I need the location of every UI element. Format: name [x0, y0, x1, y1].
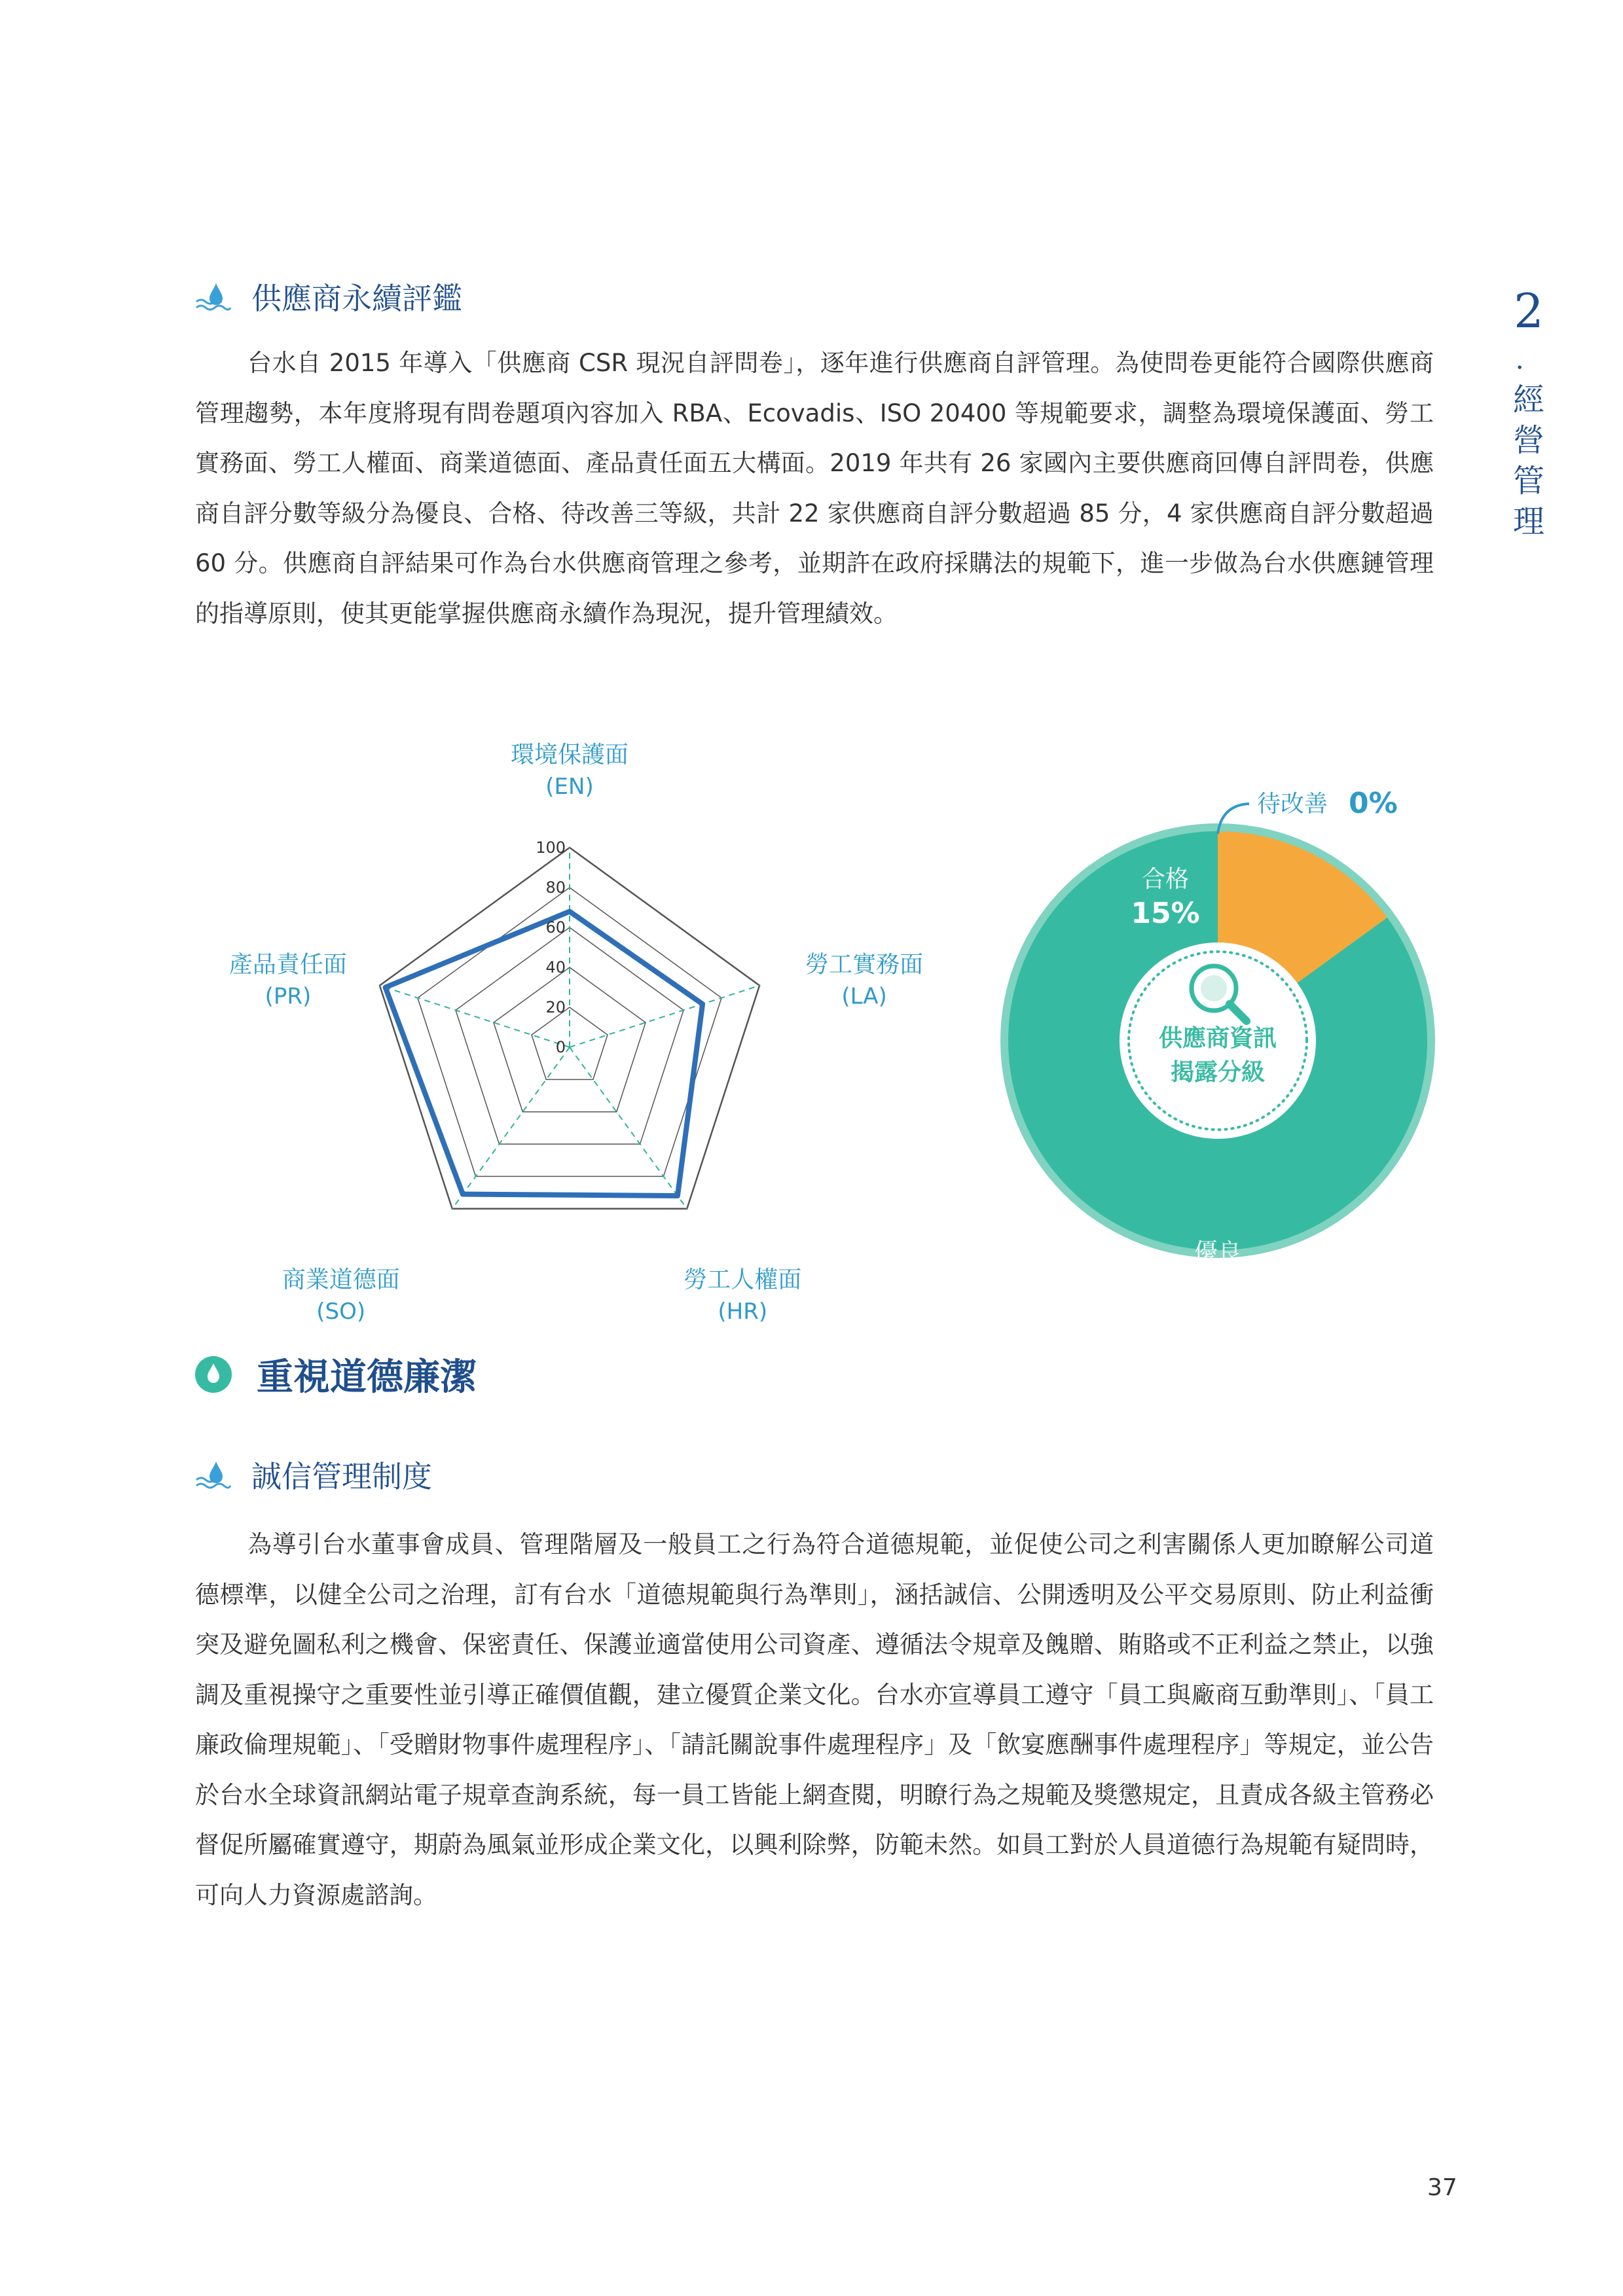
- chapter-char: 營: [1512, 422, 1544, 459]
- supplier-grade-donut-chart: [995, 753, 1467, 1303]
- radar-tick-label: 100: [536, 838, 566, 857]
- water-drop-wave-icon: [195, 1459, 232, 1490]
- chapter-char: 管: [1512, 463, 1544, 499]
- ethics-section-heading: [195, 1348, 477, 1401]
- radar-spokes: [380, 848, 759, 1209]
- chapter-char: 經: [1512, 382, 1544, 418]
- radar-axis-code: (HR): [718, 1298, 768, 1325]
- water-drop-wave-icon: [195, 281, 232, 312]
- radar-axis-labels: [229, 742, 923, 1325]
- radar-axis-name: 環境保護面: [510, 742, 629, 768]
- radar-axis-name: 商業道德面: [282, 1266, 400, 1293]
- radar-tick-label: 40: [545, 958, 566, 977]
- supplier-radar-chart: [196, 733, 949, 1325]
- chapter-number: 2: [1514, 283, 1544, 338]
- donut-slice-label: 優良: [1194, 1239, 1242, 1266]
- chapter-dot: ．: [1516, 345, 1542, 375]
- radar-axis-code: (SO): [316, 1298, 366, 1325]
- section-title: 重視道德廉潔: [257, 1356, 477, 1399]
- integrity-management-paragraph: 為導引台水董事會成員、管理階層及一般員工之行為符合道德規範，並促使公司之利害關係人更加瞭解公司道德標準，以健全公司之治理，訂有台水「道德規範與行為準則」，涵括誠信、公開透明及公平交易原則、防止利益衝突及避免圖私利之機會、保密責任、保護並適當使用公司資產、遵循法令規章及餽贈、賄賂或不正利益之禁止，以強調及重視操守之重要性並引導正確價值觀，建立優質企業文化。台水亦宣導員工遵守「員工與廠商互動準則」、「員工廉政倫理規範」、「受贈財物事件處理程序」、「請託關說事件處理程序」及「飲宴應酬事件處理程序」等規定，並公告於台水全球資訊網站電子規章查詢系統，每一員工皆能上網查閱，明瞭行為之規範及獎懲規定，且責成各級主管務必督促所屬確實遵守，期蔚為風氣並形成企業文化，以興利除弊，防範未然。如員工對於人員道德行為規範有疑問時，可向人力資源處諮詢。: [195, 1530, 1434, 1909]
- radar-tick-label: 60: [545, 918, 566, 937]
- radar-axis-code: (LA): [841, 983, 887, 1010]
- radar-axis-name: 勞工人權面: [684, 1266, 802, 1293]
- donut-slice-label: 合格: [1141, 866, 1190, 893]
- donut-slice-value: 0%: [1349, 787, 1398, 820]
- radar-tick-label: 0: [555, 1038, 566, 1056]
- radar-spoke: [570, 986, 759, 1047]
- section-title: 誠信管理制度: [251, 1459, 432, 1494]
- radar-axis-code: (PR): [264, 983, 312, 1010]
- donut-center-label: 供應商資訊: [1158, 1025, 1277, 1052]
- donut-slice-label: 待改善: [1257, 791, 1328, 817]
- donut-slice-value: 85%: [1183, 1270, 1252, 1303]
- donut-center-label: 揭露分級: [1170, 1059, 1266, 1086]
- water-drop-circle-icon: [195, 1356, 232, 1393]
- radar-axis-code: (EN): [545, 774, 594, 800]
- section-title: 供應商永續評鑑: [251, 281, 462, 316]
- radar-axis-name: 勞工實務面: [805, 951, 924, 978]
- radar-grid: [380, 848, 759, 1209]
- chapter-side-tab: [1499, 281, 1558, 542]
- donut-slice-value: 15%: [1131, 897, 1200, 930]
- radar-spoke: [570, 1047, 687, 1209]
- supplier-evaluation-paragraph: 台水自 2015 年導入「供應商 CSR 現況自評問卷」，逐年進行供應商自評管理。為使問卷更能符合國際供應商管理趨勢，本年度將現有問卷題項內容加入 RBA、Ecovadis、ISO 20400 等規範要求，調整為環境保護面、勞工實務面、勞工人權面、商業道德面、產品責任面五大構面。2019 年共有 26 家國內主要供應商回傳自評問卷，供應商自評分數等級分為優良、合格、待改善三等級，共計 22 家供應商自評分數超過 85 分，4 家供應商自評分數超過 60 分。供應商自評結果可作為台水供應商管理之參考，並期許在政府採購法的規範下，進一步做為台水供應鏈管理的指導原則，使其更能掌握供應商永續作為現況，提升管理績效。: [195, 349, 1434, 628]
- chapter-char: 理: [1512, 503, 1544, 540]
- radar-tick-labels: [536, 838, 566, 1056]
- radar-axis-name: 產品責任面: [228, 951, 347, 978]
- radar-grid-ring: [380, 848, 759, 1209]
- page-number: 37: [1427, 2174, 1457, 2201]
- radar-spoke: [380, 986, 570, 1047]
- radar-tick-label: 20: [545, 998, 566, 1016]
- supplier-evaluation-heading: [195, 275, 462, 318]
- radar-tick-label: 80: [545, 878, 566, 897]
- radar-spoke: [452, 1047, 570, 1209]
- integrity-management-heading: [195, 1453, 432, 1496]
- radar-series-polygon: [386, 912, 702, 1196]
